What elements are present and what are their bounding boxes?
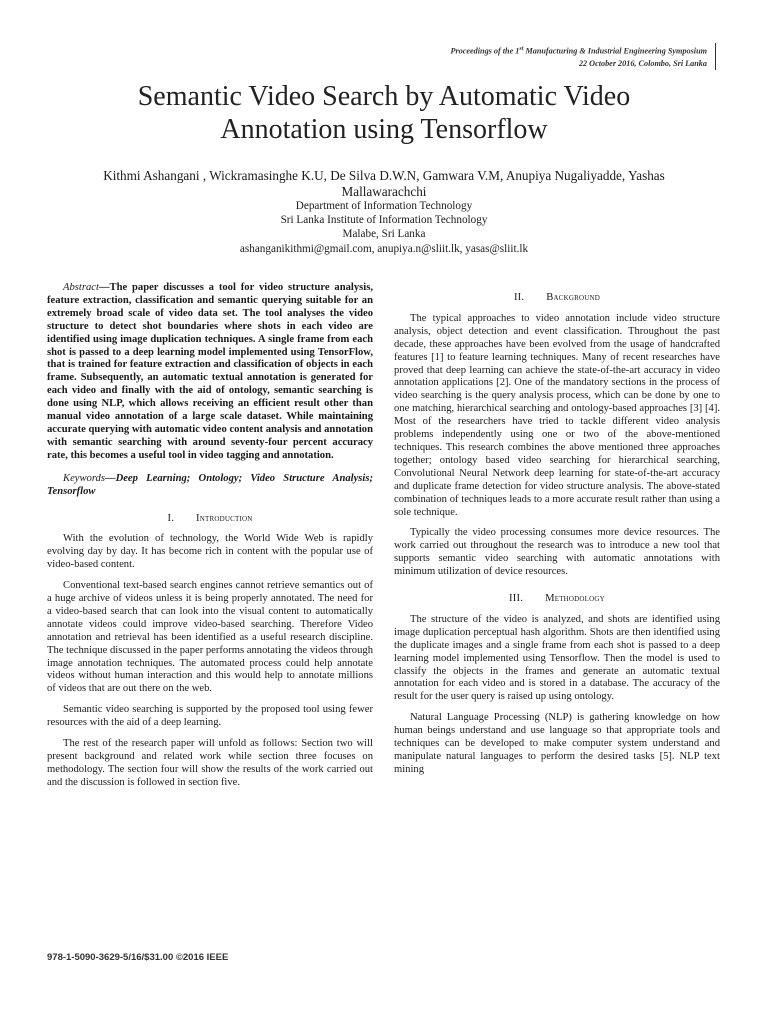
copyright-footer: 978-1-5090-3629-5/16/$31.00 ©2016 IEEE — [47, 952, 229, 963]
header-line-1-pre: Proceedings of the 1 — [450, 46, 520, 56]
paragraph: Conventional text-based search engines cannot retrieve semantics out of a huge archive of videos unless it is being properly annotated. The need for a video-based search that can look into the visual content to automatically annotate videos could improve video-based searching. Therefore Video annotation and retrieval has been identified as a useful research discipline. The technique discussed in the paper performs annotating the videos through image annotation techniques. The automated process could help annotate videos without human interaction and this would help to annotate millions of videos that are out there on the web. — [47, 580, 373, 695]
paragraph: With the evolution of technology, the World Wide Web is rapidly evolving day by day. It has become rich in content with the popular use of video-based content. — [47, 533, 373, 571]
section-heading-introduction — [47, 513, 373, 526]
affiliation-department: Department of Information Technology — [295, 200, 473, 212]
paper-title — [40, 80, 728, 146]
paragraph: Natural Language Processing (NLP) is gathering knowledge on how human beings understand and use language so that appropriate tools and techniques can be developed to make computer system understand and manipulate natural languages to perform the desired tasks [5]. NLP text mining — [394, 712, 720, 775]
section-number: I. — [167, 512, 175, 524]
paragraph: Semantic video searching is supported by the proposed tool using fewer resources with the aid of a deep learning. — [47, 704, 373, 729]
affiliation-institute: Sri Lanka Institute of Information Technology — [280, 214, 488, 227]
section-title: Background — [546, 292, 601, 303]
right-column — [394, 292, 720, 785]
paragraph: The rest of the research paper will unfold as follows: Section two will present background and related work while section three focuses on methodology. The section four will show the results of the work carried out and the discussion is followed in section five. — [47, 738, 373, 788]
paragraph: The structure of the video is analyzed, and shots are identified using image duplication perceptual hash algorithm. Shots are then identified using the duplicate images and a single frame from each shot is passed to a deep learning model implemented using Tensorflow. Then the model is used to classify the objects in the frames and generate an automatic textual annotation for each video and is stored in a database. The accuracy of the result for the user query is raised up using ontology. — [394, 613, 720, 703]
paragraph: Typically the video processing consumes more device resources. The work carried out throughout the research was to introduce a new tool that supports semantic video searching with automatic annotations with minimum utilization of device resources. — [394, 527, 720, 578]
keywords — [47, 473, 373, 499]
section-title: Methodology — [545, 593, 605, 605]
section-number: III. — [509, 593, 524, 605]
title-line-1: Semantic Video Search by Automatic Video — [137, 81, 631, 112]
header-line-1 — [307, 43, 707, 58]
abstract-text: —The paper discusses a tool for video structure analysis, feature extraction, classification and semantic querying suitable for an extremely broad scale of video data set. The tool analyses the video structure to detect shot boundaries where shots in each video are identified using image duplication techniques. A single frame from each shot is passed to a deep learning model implemented using TensorFlow, that is trained for feature extraction and classification of objects in each frame. Subsequently, an automatic textual annotation is generated for each video and finally with the aid of ontology, semantic searching is done using NLP, which allows receiving an efficient result other than manual video annotation of a large scale dataset. While maintaining accurate querying with automatic video content analysis and annotation with semantic searching with around seventy-four percent accuracy rate, this becomes a useful tool in video tagging and annotation. — [47, 282, 373, 461]
affiliation-city: Malabe, Sri Lanka — [342, 228, 426, 241]
proceedings-header — [307, 43, 716, 70]
keywords-text: —Deep Learning; Ontology; Video Structure Analysis; Tensorflow — [47, 472, 373, 497]
section-number: II. — [513, 292, 525, 303]
author-list: Kithmi Ashangani , Wickramasinghe K.U, De Silva D.W.N, Gamwara V.M, Anupiya Nugaliyadde, Yashas Mallawarachchi — [103, 168, 665, 199]
header-line-2: 22 October 2016, Colombo, Sri Lanka — [578, 58, 707, 68]
abstract-lead: Abstract — [63, 282, 99, 293]
keywords-lead: Keywords — [63, 472, 105, 484]
section-heading-background — [394, 292, 720, 305]
title-line-2: Annotation using Tensorflow — [220, 114, 548, 145]
header-line-1-post: Manufacturing & Industrial Engineering Symposium — [523, 46, 707, 56]
section-heading-methodology — [394, 593, 720, 606]
paragraph: The typical approaches to video annotation include video structure analysis, object detection and event classification. Throughout the past decade, these approaches have been evolved from the usage of handcrafted features [1] to feature learning techniques. Many of recent researches have proved that deep learning can achieve the state-of-the-art accuracy in video annotation applications [2]. One of the mandatory sections in the process of video searching is the query analysis process, which can be done by one to one matching, hierarchical searching and ontology-based approaches [3] [4]. Most of the researchers have tried to tackle different video analysis problems independently using one or two of the above-mentioned techniques. This research combines the above mentioned three approaches together; ontology based video searching for hierarchical searching, Convolutional Neural Network deep learning for state-of-the-art accuracy and duplicate frame detection for video structure analysis. The above-stated combination of techniques leads to a more accurate result rather than using a sole technique. — [394, 312, 720, 518]
affiliation — [100, 199, 668, 256]
author-emails: ashanganikithmi@gmail.com, anupiya.n@sliit.lk, yasas@sliit.lk — [239, 242, 529, 255]
left-column — [47, 282, 373, 798]
section-title: Introduction — [196, 512, 253, 524]
header-line-1-sup: st — [519, 46, 524, 52]
abstract — [47, 282, 373, 463]
